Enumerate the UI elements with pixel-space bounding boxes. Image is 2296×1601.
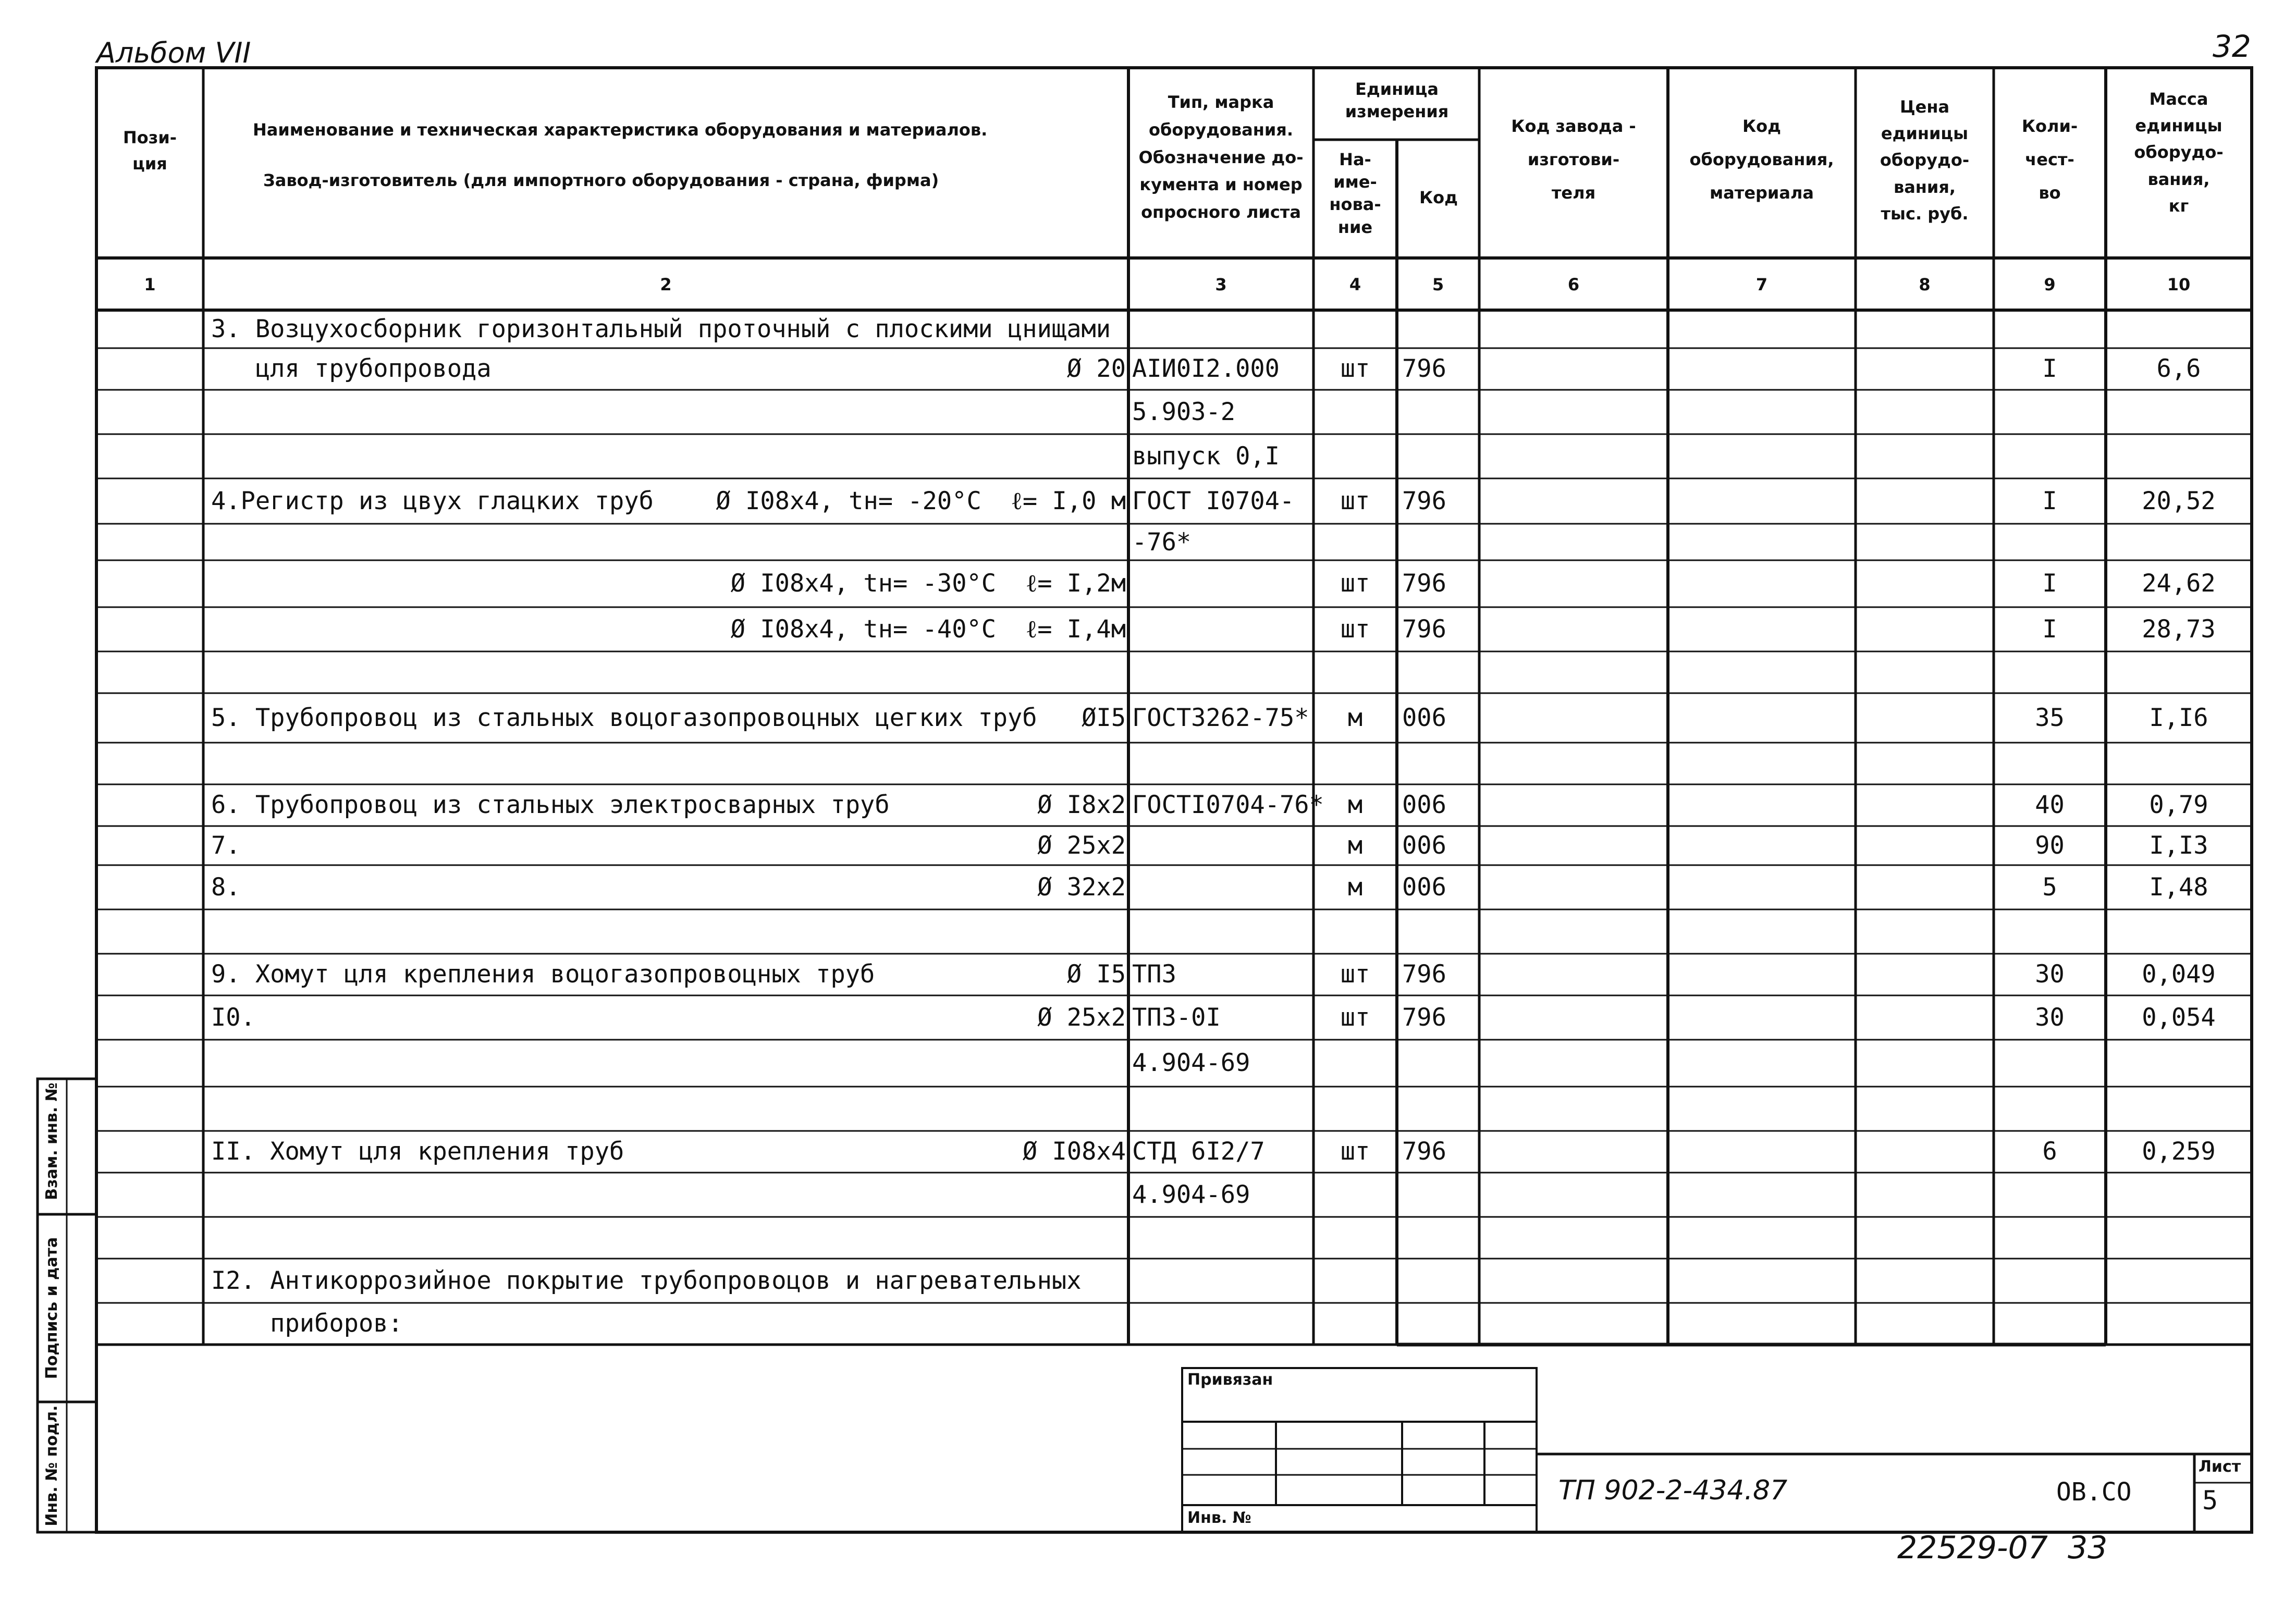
item-unit: м: [1347, 791, 1363, 819]
header-unit-code: Код: [1419, 188, 1458, 207]
column-number: 4: [1349, 275, 1361, 294]
item-type: ГОСТI0704-76*: [1132, 791, 1324, 819]
stamp-inv-no: Инв. №: [1187, 1509, 1251, 1527]
item-type: ГОСТ3262-75*: [1132, 703, 1309, 732]
item-quantity: I: [2042, 486, 2057, 515]
item-quantity: I: [2042, 354, 2057, 383]
header-factory-code: Код завода - изготови- теля: [1511, 116, 1636, 203]
item-dimension: Ø I08x4, tн= -40°C ℓ= I,4м: [730, 614, 1126, 644]
item-name: 6. Трубопровоц из стальных электросварных труб: [211, 791, 890, 819]
item-unit: шт: [1340, 354, 1370, 383]
column-number: 5: [1432, 275, 1444, 294]
item-type: выпуск 0,I: [1132, 441, 1280, 471]
item-unit-code: 006: [1402, 872, 1446, 902]
sheet-number: 5: [2202, 1485, 2218, 1516]
item-mass: I,I3: [2149, 831, 2208, 860]
item-unit-code: 796: [1402, 569, 1446, 598]
item-type: ТПЗ: [1132, 960, 1176, 989]
item-quantity: 30: [2035, 960, 2065, 989]
header-price: Цена единицы оборудо- вания, тыс. руб.: [1880, 97, 1970, 224]
item-dimension: Ø I8x2: [1037, 791, 1126, 819]
item-quantity: 5: [2042, 872, 2057, 902]
item-name: 7.: [211, 831, 241, 860]
item-unit-code: 796: [1402, 960, 1446, 989]
item-quantity: I: [2042, 569, 2057, 598]
item-unit: шт: [1340, 1137, 1370, 1166]
item-unit: шт: [1340, 614, 1370, 644]
item-name: 9. Хомут цля крепления воцогазопровоцных труб: [211, 960, 875, 989]
item-type: ТПЗ-0I: [1132, 1003, 1221, 1032]
item-unit-code: 796: [1402, 1137, 1446, 1166]
header-mass: Масса единицы оборудо- вания, кг: [2134, 89, 2224, 216]
item-dimension: Ø I08x4, tн= -30°C ℓ= I,2м: [730, 569, 1126, 598]
item-name: I0.: [211, 1003, 255, 1032]
item-unit-code: 796: [1402, 486, 1446, 515]
album-label: Альбом VII: [96, 36, 251, 69]
header-unit-name: На- име- нова- ние: [1329, 150, 1381, 237]
item-dimension: Ø 32x2: [1037, 872, 1126, 902]
item-dimension: Ø I08x4, tн= -20°C ℓ= I,0 м: [716, 486, 1126, 515]
stamp-privyazan: Привязан: [1187, 1371, 1273, 1389]
header-name-line1: Наименование и техническая характеристика оборудования и материалов.: [253, 120, 988, 140]
side-label-signature: Подпись и дата: [43, 1237, 61, 1380]
item-unit: м: [1347, 831, 1363, 860]
item-type: -76*: [1132, 528, 1192, 557]
header-quantity: Коли- чест- во: [2021, 116, 2078, 203]
item-mass: I,48: [2149, 872, 2208, 902]
item-dimension: Ø 25x2: [1037, 1003, 1126, 1032]
item-name: 4.Регистр из цвух глацких труб: [211, 486, 654, 515]
item-dimension: Ø 25x2: [1037, 831, 1126, 860]
column-number: 10: [2167, 275, 2191, 294]
item-unit-code: 006: [1402, 703, 1446, 732]
item-mass: 20,52: [2142, 486, 2216, 515]
header-name-line2: Завод-изготовитель (для импортного оборудования - страна, фирма): [263, 170, 939, 190]
doc-code: ТП 902-2-434.87: [1558, 1475, 1788, 1506]
header-position: Пози- ция: [122, 128, 177, 174]
item-type: 4.904-69: [1132, 1180, 1250, 1209]
item-name: II. Хомут цля крепления труб: [211, 1137, 624, 1166]
item-unit: м: [1347, 703, 1363, 732]
item-dimension: Ø I08x4: [1022, 1137, 1126, 1166]
column-number: 2: [660, 275, 672, 294]
item-quantity: 90: [2035, 831, 2065, 860]
side-label-vzam: Взам. инв. №: [43, 1082, 61, 1200]
item-dimension: ØI5: [1082, 703, 1126, 732]
item-unit-code: 006: [1402, 831, 1446, 860]
sheet-label: Лист: [2199, 1458, 2241, 1476]
item-dimension: Ø I5: [1066, 960, 1126, 989]
header-type: Тип, марка оборудования. Обозначение до- кумента и номер опросного листа: [1138, 92, 1304, 223]
item-name: I2. Антикоррозийное покрытие трубопровоцов и нагревательных: [211, 1266, 1082, 1295]
item-quantity: 35: [2035, 703, 2065, 732]
item-unit: шт: [1340, 486, 1370, 515]
item-unit-code: 006: [1402, 791, 1446, 819]
item-unit: шт: [1340, 960, 1370, 989]
column-number: 3: [1215, 275, 1227, 294]
item-unit: шт: [1340, 569, 1370, 598]
item-unit-code: 796: [1402, 614, 1446, 644]
item-mass: I,I6: [2149, 703, 2208, 732]
item-quantity: 30: [2035, 1003, 2065, 1032]
item-type: СТД 6I2/7: [1132, 1137, 1265, 1166]
item-name: 5. Трубопровоц из стальных воцогазопровоцных цегких труб: [211, 703, 1037, 732]
item-unit: м: [1347, 872, 1363, 902]
item-type: AIИ0I2.000: [1132, 354, 1280, 383]
header-unit-group: Единица измерения: [1345, 79, 1449, 122]
item-mass: 6,6: [2156, 354, 2201, 383]
item-name: приборов:: [211, 1309, 403, 1338]
item-quantity: 6: [2042, 1137, 2057, 1166]
column-number: 1: [144, 275, 156, 294]
header-equipment-code: Код оборудования, материала: [1689, 116, 1834, 203]
column-number: 8: [1919, 275, 1931, 294]
item-name: цля трубопровода: [211, 354, 492, 383]
item-mass: 0,79: [2149, 791, 2208, 819]
item-type: 5.903-2: [1132, 397, 1236, 426]
column-number: 6: [1567, 275, 1580, 294]
item-type: 4.904-69: [1132, 1049, 1250, 1077]
item-mass: 0,259: [2142, 1137, 2216, 1166]
item-name: 3. Возцухосборник горизонтальный проточный с плоскими цнищами: [211, 314, 1111, 343]
section-code: ОВ.СО: [2056, 1477, 2132, 1507]
side-label-inventory: Инв. № подл.: [43, 1405, 61, 1526]
item-quantity: I: [2042, 614, 2057, 644]
item-dimension: Ø 20: [1066, 354, 1126, 383]
item-mass: 24,62: [2142, 569, 2216, 598]
column-number: 9: [2044, 275, 2056, 294]
page-number: 32: [2213, 29, 2251, 64]
item-mass: 0,049: [2142, 960, 2216, 989]
item-unit-code: 796: [1402, 354, 1446, 383]
item-type: ГОСТ I0704-: [1132, 486, 1295, 515]
item-quantity: 40: [2035, 791, 2065, 819]
item-mass: 28,73: [2142, 614, 2216, 644]
column-number: 7: [1755, 275, 1768, 294]
footer-code: 22529-07 33: [1897, 1530, 2108, 1566]
item-mass: 0,054: [2142, 1003, 2216, 1032]
item-unit: шт: [1340, 1003, 1370, 1032]
item-unit-code: 796: [1402, 1003, 1446, 1032]
item-name: 8.: [211, 872, 241, 902]
